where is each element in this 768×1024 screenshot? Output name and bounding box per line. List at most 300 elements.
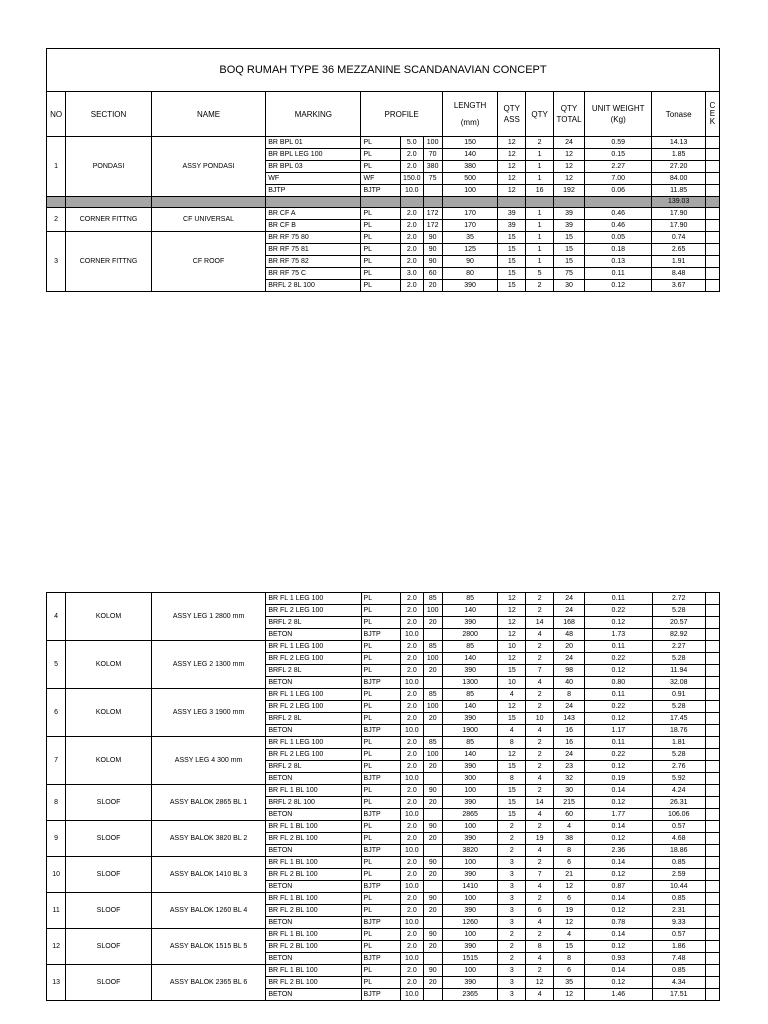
subtotal-cell: [47, 197, 66, 208]
cell-qty-total: 215: [554, 797, 585, 809]
cell-marking: BR BPL LEG 100: [266, 149, 361, 161]
cell-cek: [706, 725, 720, 737]
cell-length: 100: [442, 965, 498, 977]
cell-tonase: 18.86: [652, 845, 705, 857]
cell-qty-ass: 12: [498, 149, 526, 161]
cell-profile-thickness: 5.0: [401, 137, 423, 149]
cell-qty: 4: [526, 629, 554, 641]
cell-cek: [706, 629, 720, 641]
cell-qty: 8: [526, 941, 554, 953]
cell-qty-total: 39: [554, 208, 585, 220]
cell-profile-type: PL: [361, 232, 401, 244]
cell-profile-width: 100: [423, 701, 442, 713]
cell-profile-type: BJTP: [361, 809, 401, 821]
cell-profile-type: PL: [361, 713, 401, 725]
cell-profile-type: PL: [361, 137, 401, 149]
boq-table-continued: [46, 592, 720, 1001]
cell-tonase: 1.86: [652, 941, 705, 953]
cell-tonase: 11.94: [652, 665, 705, 677]
cell-unit-weight: 0.14: [585, 929, 652, 941]
cell-unit-weight: 0.12: [585, 941, 652, 953]
cell-profile-width: 100: [423, 605, 442, 617]
cell-length: 390: [442, 665, 498, 677]
cell-qty-total: 48: [554, 629, 585, 641]
cell-profile-width: 20: [423, 761, 442, 773]
group-name: ASSY BALOK 1410 BL 3: [151, 857, 265, 893]
cell-profile-width: 20: [423, 665, 442, 677]
table-row: [47, 857, 720, 869]
subtotal-cell: [401, 197, 423, 208]
cell-qty-total: 15: [554, 941, 585, 953]
cell-profile-width: [423, 953, 442, 965]
cell-qty-ass: 12: [498, 185, 526, 197]
cell-profile-type: PL: [361, 749, 401, 761]
cell-qty: 1: [526, 244, 554, 256]
cell-profile-type: PL: [361, 941, 401, 953]
cell-length: 2365: [442, 989, 498, 1001]
cell-cek: [705, 256, 719, 268]
cell-profile-width: 90: [423, 244, 442, 256]
cell-length: 140: [442, 653, 498, 665]
cell-profile-thickness: 10.0: [401, 989, 423, 1001]
cell-profile-width: 90: [423, 232, 442, 244]
cell-tonase: 1.85: [652, 149, 705, 161]
cell-unit-weight: 0.12: [585, 833, 652, 845]
cell-profile-thickness: 2.0: [401, 857, 423, 869]
cell-tonase: 2.59: [652, 869, 705, 881]
cell-profile-width: [423, 917, 442, 929]
cell-profile-type: BJTP: [361, 185, 401, 197]
cell-marking: BJTP: [266, 185, 361, 197]
cell-marking: BR FL 2 LEG 100: [266, 653, 361, 665]
cell-cek: [705, 208, 719, 220]
cell-length: 80: [442, 268, 498, 280]
cell-profile-type: PL: [361, 220, 401, 232]
cell-qty-ass: 12: [498, 701, 526, 713]
cell-profile-width: 20: [423, 280, 442, 292]
cell-marking: BR FL 2 LEG 100: [266, 605, 361, 617]
cell-profile-type: PL: [361, 593, 401, 605]
cell-profile-width: 90: [423, 929, 442, 941]
cell-cek: [706, 701, 720, 713]
cell-length: 1900: [442, 725, 498, 737]
group-name: CF UNIVERSAL: [151, 208, 265, 232]
cell-qty-ass: 15: [498, 256, 526, 268]
cell-marking: BR FL 1 LEG 100: [266, 641, 361, 653]
cell-length: 85: [442, 689, 498, 701]
cell-length: 85: [442, 593, 498, 605]
cell-profile-thickness: 2.0: [401, 965, 423, 977]
cell-profile-type: PL: [361, 280, 401, 292]
cell-profile-width: 20: [423, 977, 442, 989]
cell-profile-type: PL: [361, 965, 401, 977]
cell-profile-width: [423, 881, 442, 893]
cell-length: 390: [442, 941, 498, 953]
cell-tonase: 82.92: [652, 629, 705, 641]
cell-profile-width: 20: [423, 941, 442, 953]
cell-tonase: 3.67: [652, 280, 705, 292]
cell-profile-thickness: 2.0: [401, 161, 423, 173]
cell-qty: 2: [526, 929, 554, 941]
cell-qty-ass: 15: [498, 280, 526, 292]
cell-qty-total: 12: [554, 881, 585, 893]
cell-profile-thickness: 2.0: [401, 833, 423, 845]
header-profile: PROFILE: [361, 92, 442, 137]
cell-qty-ass: 15: [498, 809, 526, 821]
cell-qty: 14: [526, 797, 554, 809]
cell-qty-ass: 3: [498, 857, 526, 869]
table-row: [47, 232, 720, 244]
cell-length: 100: [442, 785, 498, 797]
cell-marking: BR FL 1 LEG 100: [266, 737, 361, 749]
cell-qty-total: 16: [554, 737, 585, 749]
group-section: SLOOF: [66, 929, 152, 965]
cell-qty-total: 21: [554, 869, 585, 881]
cell-cek: [706, 665, 720, 677]
cell-profile-width: 90: [423, 785, 442, 797]
header-name: NAME: [151, 92, 265, 137]
cell-length: 1515: [442, 953, 498, 965]
cell-cek: [706, 821, 720, 833]
subtotal-row: [47, 197, 720, 208]
cell-profile-type: PL: [361, 785, 401, 797]
cell-qty-ass: 4: [498, 725, 526, 737]
cell-unit-weight: 0.11: [585, 689, 652, 701]
group-name: ASSY LEG 2 1300 mm: [151, 641, 265, 689]
group-no: 5: [47, 641, 66, 689]
cell-profile-width: [423, 773, 442, 785]
cell-profile-thickness: 2.0: [401, 220, 423, 232]
group-section: KOLOM: [66, 689, 152, 737]
cell-length: 390: [442, 797, 498, 809]
cell-profile-type: PL: [361, 797, 401, 809]
cell-unit-weight: 1.77: [585, 809, 652, 821]
group-name: ASSY BALOK 2865 BL 1: [151, 785, 265, 821]
cell-qty-ass: 8: [498, 773, 526, 785]
cell-qty-ass: 15: [498, 268, 526, 280]
cell-qty-total: 24: [554, 605, 585, 617]
cell-qty-total: 16: [554, 725, 585, 737]
cell-profile-thickness: 2.0: [401, 244, 423, 256]
cell-marking: BRFL 2 8L: [266, 713, 361, 725]
cell-qty-ass: 15: [498, 785, 526, 797]
cell-qty-ass: 15: [498, 665, 526, 677]
header-marking: MARKING: [266, 92, 361, 137]
cell-qty-ass: 12: [498, 653, 526, 665]
cell-profile-thickness: 2.0: [401, 941, 423, 953]
cell-length: 3820: [442, 845, 498, 857]
cell-profile-thickness: 2.0: [401, 256, 423, 268]
cell-qty-ass: 12: [498, 749, 526, 761]
cell-profile-type: PL: [361, 701, 401, 713]
header-length: [442, 92, 498, 137]
cell-profile-type: PL: [361, 929, 401, 941]
header-cek: [705, 92, 719, 137]
header-row: [47, 92, 720, 137]
cell-qty: 1: [526, 208, 554, 220]
cell-marking: BR FL 1 BL 100: [266, 857, 361, 869]
cell-profile-thickness: 3.0: [401, 268, 423, 280]
subtotal-cell: [526, 197, 554, 208]
cell-qty-ass: 15: [498, 713, 526, 725]
cell-cek: [705, 161, 719, 173]
cell-tonase: 5.92: [652, 773, 705, 785]
cell-profile-thickness: 2.0: [401, 977, 423, 989]
cell-unit-weight: 0.12: [585, 797, 652, 809]
cell-profile-type: PL: [361, 256, 401, 268]
cell-profile-type: PL: [361, 689, 401, 701]
cell-qty: 2: [526, 761, 554, 773]
group-no: 4: [47, 593, 66, 641]
cell-qty-total: 6: [554, 893, 585, 905]
cell-cek: [706, 905, 720, 917]
table-row: [47, 785, 720, 797]
cell-profile-thickness: 2.0: [401, 665, 423, 677]
cell-tonase: 2.65: [652, 244, 705, 256]
boq-table-top: [46, 48, 720, 292]
cell-qty-ass: 10: [498, 641, 526, 653]
cell-profile-type: BJTP: [361, 773, 401, 785]
header-cek-label: CEK: [709, 100, 716, 126]
cell-profile-thickness: 2.0: [401, 605, 423, 617]
cell-tonase: 27.20: [652, 161, 705, 173]
cell-profile-type: PL: [361, 737, 401, 749]
cell-length: 2865: [442, 809, 498, 821]
cell-marking: BR FL 2 BL 100: [266, 869, 361, 881]
cell-qty: 4: [526, 845, 554, 857]
cell-cek: [705, 149, 719, 161]
cell-qty: 14: [526, 617, 554, 629]
cell-qty-ass: 15: [498, 797, 526, 809]
cell-cek: [705, 280, 719, 292]
cell-marking: BR FL 2 BL 100: [266, 833, 361, 845]
cell-length: 390: [442, 833, 498, 845]
cell-profile-width: 90: [423, 893, 442, 905]
table-row: [47, 137, 720, 149]
cell-profile-width: [423, 677, 442, 689]
cell-profile-thickness: 10.0: [401, 185, 423, 197]
cell-profile-width: 85: [423, 689, 442, 701]
cell-qty: 5: [526, 268, 554, 280]
cell-profile-thickness: 2.0: [401, 232, 423, 244]
cell-profile-thickness: 2.0: [401, 737, 423, 749]
cell-cek: [705, 268, 719, 280]
cell-unit-weight: 0.12: [585, 761, 652, 773]
cell-qty: 4: [526, 725, 554, 737]
cell-tonase: 8.48: [652, 268, 705, 280]
header-qty-total: QTY TOTAL: [554, 92, 585, 137]
cell-marking: BETON: [266, 725, 361, 737]
cell-qty-total: 192: [554, 185, 585, 197]
cell-marking: BR BPL 01: [266, 137, 361, 149]
subtotal-cell: [266, 197, 361, 208]
cell-cek: [706, 713, 720, 725]
cell-profile-thickness: 10.0: [401, 881, 423, 893]
cell-qty-total: 15: [554, 256, 585, 268]
table-row: [47, 737, 720, 749]
cell-marking: BETON: [266, 629, 361, 641]
cell-unit-weight: 1.73: [585, 629, 652, 641]
cell-qty-total: 30: [554, 785, 585, 797]
boq-table-bottom: [46, 592, 720, 1001]
cell-profile-type: BJTP: [361, 953, 401, 965]
group-section: PONDASI: [66, 137, 152, 197]
cell-qty: 1: [526, 161, 554, 173]
cell-qty-ass: 2: [498, 929, 526, 941]
cell-unit-weight: 0.12: [585, 713, 652, 725]
cell-qty-ass: 8: [498, 737, 526, 749]
cell-marking: BR FL 2 BL 100: [266, 977, 361, 989]
table-row: [47, 893, 720, 905]
cell-tonase: 2.31: [652, 905, 705, 917]
cell-profile-width: 60: [423, 268, 442, 280]
cell-unit-weight: 0.12: [585, 869, 652, 881]
cell-tonase: 0.57: [652, 821, 705, 833]
cell-cek: [705, 232, 719, 244]
cell-tonase: 0.91: [652, 689, 705, 701]
cell-length: 170: [442, 208, 498, 220]
subtotal-cell: [361, 197, 401, 208]
cell-qty-ass: 12: [498, 161, 526, 173]
cell-unit-weight: 0.12: [585, 665, 652, 677]
cell-cek: [706, 941, 720, 953]
cell-tonase: 4.34: [652, 977, 705, 989]
cell-cek: [706, 677, 720, 689]
cell-profile-thickness: 10.0: [401, 809, 423, 821]
cell-cek: [706, 737, 720, 749]
cell-marking: BETON: [266, 953, 361, 965]
cell-qty: 10: [526, 713, 554, 725]
cell-profile-type: PL: [361, 893, 401, 905]
group-no: 1: [47, 137, 66, 197]
cell-marking: BR FL 1 BL 100: [266, 929, 361, 941]
cell-unit-weight: 0.15: [585, 149, 652, 161]
cell-profile-type: PL: [361, 821, 401, 833]
table-row: [47, 689, 720, 701]
cell-profile-thickness: 10.0: [401, 953, 423, 965]
cell-qty-total: 15: [554, 232, 585, 244]
header-length-label: LENGTH: [453, 101, 487, 110]
cell-profile-thickness: 2.0: [401, 905, 423, 917]
group-section: CORNER FITTNG: [66, 208, 152, 232]
cell-qty-total: 4: [554, 929, 585, 941]
header-unit-weight-label: UNIT WEIGHT: [591, 104, 645, 113]
group-name: CF ROOF: [151, 232, 265, 292]
cell-cek: [706, 977, 720, 989]
cell-marking: BR FL 1 BL 100: [266, 893, 361, 905]
cell-tonase: 14.13: [652, 137, 705, 149]
cell-qty-ass: 12: [498, 617, 526, 629]
cell-profile-width: 20: [423, 869, 442, 881]
cell-length: 2800: [442, 629, 498, 641]
cell-profile-width: [423, 629, 442, 641]
cell-profile-thickness: 2.0: [401, 713, 423, 725]
cell-qty-total: 60: [554, 809, 585, 821]
cell-qty-ass: 2: [498, 953, 526, 965]
cell-profile-thickness: 150.0: [401, 173, 423, 185]
subtotal-cell: [423, 197, 442, 208]
cell-qty: 1: [526, 256, 554, 268]
cell-qty-ass: 3: [498, 893, 526, 905]
cell-cek: [706, 773, 720, 785]
cell-qty: 2: [526, 893, 554, 905]
cell-qty-total: 24: [554, 701, 585, 713]
group-section: KOLOM: [66, 737, 152, 785]
cell-cek: [705, 220, 719, 232]
cell-tonase: 7.48: [652, 953, 705, 965]
cell-marking: BETON: [266, 773, 361, 785]
cell-marking: BETON: [266, 845, 361, 857]
cell-tonase: 17.90: [652, 220, 705, 232]
cell-marking: BR BPL 03: [266, 161, 361, 173]
cell-qty: 4: [526, 953, 554, 965]
cell-profile-type: PL: [361, 977, 401, 989]
cell-qty: 12: [526, 977, 554, 989]
cell-unit-weight: 0.14: [585, 821, 652, 833]
cell-qty: 4: [526, 809, 554, 821]
cell-tonase: 1.81: [652, 737, 705, 749]
cell-marking: BETON: [266, 881, 361, 893]
cell-profile-thickness: 10.0: [401, 725, 423, 737]
cell-profile-thickness: 2.0: [401, 929, 423, 941]
cell-qty-total: 35: [554, 977, 585, 989]
cell-qty: 19: [526, 833, 554, 845]
cell-tonase: 5.28: [652, 749, 705, 761]
cell-unit-weight: 0.11: [585, 268, 652, 280]
cell-unit-weight: 2.36: [585, 845, 652, 857]
cell-marking: BR FL 2 LEG 100: [266, 749, 361, 761]
group-name: ASSY BALOK 1260 BL 4: [151, 893, 265, 929]
cell-cek: [706, 605, 720, 617]
cell-length: 140: [442, 605, 498, 617]
cell-cek: [706, 953, 720, 965]
cell-unit-weight: 0.14: [585, 965, 652, 977]
cell-tonase: 106.06: [652, 809, 705, 821]
cell-tonase: 11.85: [652, 185, 705, 197]
cell-profile-width: 20: [423, 905, 442, 917]
cell-profile-type: PL: [361, 161, 401, 173]
cell-unit-weight: 0.59: [585, 137, 652, 149]
cell-profile-thickness: 10.0: [401, 845, 423, 857]
cell-profile-thickness: 2.0: [401, 689, 423, 701]
cell-profile-width: 172: [423, 220, 442, 232]
header-qty-ass: QTY ASS: [498, 92, 526, 137]
cell-profile-thickness: 10.0: [401, 629, 423, 641]
cell-profile-thickness: 10.0: [401, 773, 423, 785]
cell-qty-total: 75: [554, 268, 585, 280]
cell-qty-ass: 2: [498, 845, 526, 857]
cell-unit-weight: 0.11: [585, 737, 652, 749]
cell-unit-weight: 0.22: [585, 605, 652, 617]
group-no: 2: [47, 208, 66, 232]
cell-profile-thickness: 2.0: [401, 869, 423, 881]
cell-qty-total: 12: [554, 149, 585, 161]
cell-qty: 1: [526, 149, 554, 161]
cell-profile-width: 100: [423, 749, 442, 761]
cell-profile-width: 20: [423, 617, 442, 629]
cell-profile-thickness: 2.0: [401, 761, 423, 773]
cell-qty-total: 6: [554, 857, 585, 869]
cell-qty-total: 6: [554, 965, 585, 977]
cell-profile-type: BJTP: [361, 989, 401, 1001]
cell-profile-type: BJTP: [361, 725, 401, 737]
cell-marking: BR RF 75 81: [266, 244, 361, 256]
cell-unit-weight: 0.12: [585, 617, 652, 629]
cell-tonase: 17.90: [652, 208, 705, 220]
cell-length: 390: [442, 869, 498, 881]
cell-unit-weight: 7.00: [585, 173, 652, 185]
cell-qty-ass: 3: [498, 881, 526, 893]
